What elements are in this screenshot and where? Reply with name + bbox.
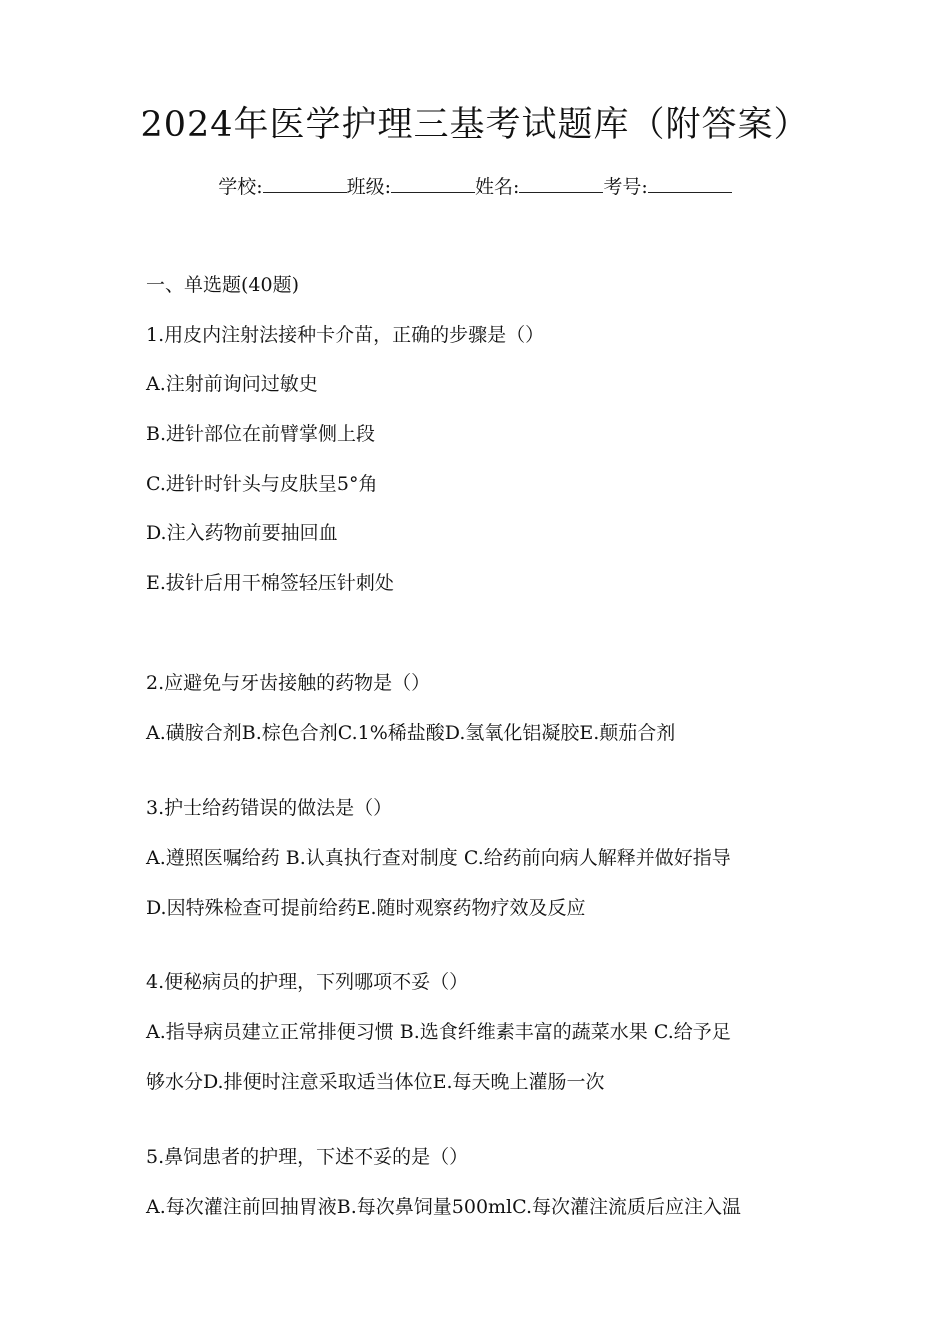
option-line: D.因特殊检查可提前给药E.随时观察药物疗效及反应 — [146, 897, 586, 919]
student-info-row — [0, 172, 950, 202]
option-line: E.拔针后用干棉签轻压针刺处 — [146, 572, 394, 594]
class-label: 班级: — [346, 176, 391, 198]
question-stem: 4.便秘病员的护理，下列哪项不妥（） — [146, 971, 469, 993]
question-stem: 5.鼻饲患者的护理，下述不妥的是（） — [146, 1146, 469, 1168]
name-blank[interactable] — [519, 191, 603, 193]
name-label: 姓名: — [475, 176, 520, 198]
section-heading: 一、单选题(40题) — [146, 274, 300, 296]
school-label: 学校: — [218, 176, 263, 198]
option-line: A.磺胺合剂B.棕色合剂C.1%稀盐酸D.氢氧化铝凝胶E.颠茄合剂 — [146, 722, 676, 744]
option-line: A.遵照医嘱给药 B.认真执行查对制度 C.给药前向病人解释并做好指导 — [146, 847, 731, 869]
option-line: B.进针部位在前臂掌侧上段 — [146, 423, 376, 445]
question-stem: 3.护士给药错误的做法是（） — [146, 797, 393, 819]
class-blank[interactable] — [391, 191, 475, 193]
option-line: 够水分D.排便时注意采取适当体位E.每天晚上灌肠一次 — [146, 1071, 605, 1093]
option-line: A.指导病员建立正常排便习惯 B.选食纤维素丰富的蔬菜水果 C.给予足 — [146, 1021, 731, 1043]
question-stem: 2.应避免与牙齿接触的药物是（） — [146, 672, 431, 694]
school-blank[interactable] — [263, 191, 347, 193]
option-line: A.每次灌注前回抽胃液B.每次鼻饲量500mlC.每次灌注流质后应注入温 — [146, 1196, 742, 1218]
number-blank[interactable] — [648, 191, 732, 193]
option-line: C.进针时针头与皮肤呈5°角 — [146, 473, 378, 495]
option-line: D.注入药物前要抽回血 — [146, 522, 338, 544]
option-line: A.注射前询问过敏史 — [146, 373, 318, 395]
document-title: 2024年医学护理三基考试题库（附答案） — [140, 105, 810, 145]
number-label: 考号: — [603, 176, 648, 198]
question-stem: 1.用皮内注射法接种卡介苗，正确的步骤是（） — [146, 324, 545, 346]
